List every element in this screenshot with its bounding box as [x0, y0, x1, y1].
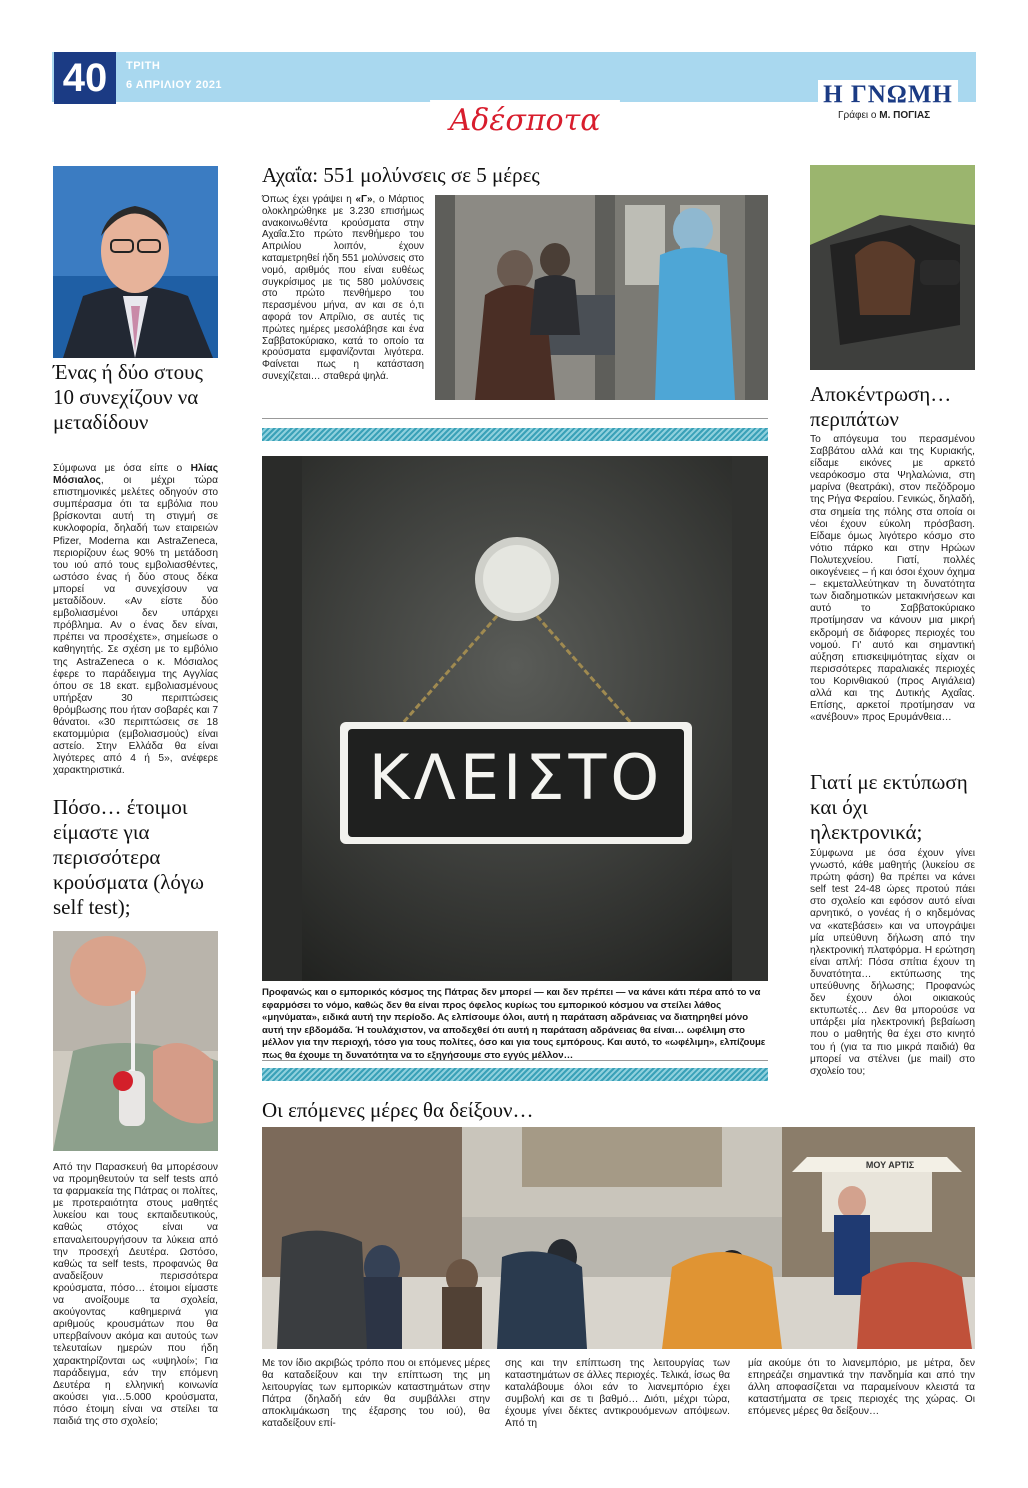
left-story1-title: Ένας ή δύο στους 10 συνεχίζουν να μεταδίδουν [53, 360, 203, 434]
center-story-body: Όπως έχει γράψει η «Γ», ο Μάρτιος ολοκληρώθηκε με 3.230 επισήμως ανακοινωθέντα κρούσματα στην Αχαΐα.Στο πρώτο πενθήμερο του Απριλίου λοιπόν, έχουν καταμετρηθεί ήδη 551 μολύνσεις στο νομό, αριθμός που είναι ευθέως συγκρίσιμος με τις 580 μολύνσεις στο πρώτο πενθήμερο του περασμένου μήνα, αν και σε ό,τι αφορά τον Απρίλιο, σε αυτές τις πρώτες ημέρες μεσολάβησε και ένα Σαββατοκύριακο, κατά το οποίο τα κρούσματα εμφανίζονται λιγότερα. Φαίνεται πως η κατάσταση συνεχίζεται… σταθερά ψηλά. [262, 194, 425, 382]
person-name: Ηλίας Μόσιαλος [53, 463, 218, 487]
closed-sign-photo [262, 456, 768, 981]
stripe-band [262, 1068, 768, 1081]
author-name: Μ. ΠΟΓΙΑΣ [879, 110, 931, 121]
issue-day: ΤΡΙΤΗ [126, 60, 161, 72]
portrait-image [53, 166, 218, 358]
testing-site-image [435, 195, 768, 400]
right-story2-title: Γιατί με εκτύπωση και όχι ηλεκτρονικά; [810, 770, 968, 844]
newspaper-logo [818, 80, 958, 110]
bottom-col2: σης και την επίπτωση της λειτουργίας των καταστημάτων σε άλλες περιοχές. Τελικά, ίσως θα καταλάβουμε όλοι εάν το λιανεμπόριο έχει συμβολή και σε τι βαθμό… Διότι, μέχρι τώρα, έχουμε γίνει δέκτες αντικρουόμενων απόψεων. Από τη [505, 1358, 730, 1430]
logo-text: Η ΓΝΩΜΗ [823, 81, 953, 108]
left-story1-body: Σύμφωνα με όσα είπε ο Ηλίας Μόσιαλος, οι μέχρι τώρα επιστημονικές μελέτες οδηγούν στο συμπέρασμα ότι τα εμβόλια που βρίσκονται αυτή τη στιγμή σε κυκλοφορία, δηλαδή των εταιρειών Pfizer, Moderna και AstraZeneca, περιορίζουν έως 90% τη μετάδοση του ιού από τους εμβολιασθέντες, ωστόσο ένας ή δύο στους δέκα μπορεί να συνεχίσουν να μεταδίδουν. «Αν είστε δύο εμβολιασμένοι δεν υπάρχει πρόβλημα. Αν ο ένας δεν είναι, πρέπει να προσέχετε», σημείωσε ο καθηγητής. Σε σχέση με το εμβόλιο της AstraZeneca ο κ. Μόσιαλος έφερε το παράδειγμα της Αγγλίας όπου σε 18 εκατ. εμβολιασμένους υπήρξαν 30 περιπτώσεις θρόμβωσης που ήταν σοβαρές και 7 θάνατοι. «30 περιπτώσεις σε 18 εκατομμύρια (εμβολιασμούς) είναι αστείο. Στην Ελλάδα θα είναι λιγότερες από 4 ή 5», ανέφερε χαρακτηριστικά. [53, 463, 218, 777]
bottom-col3: μία ακούμε ότι το λιανεμπόριο, με μέτρα, δεν επηρεάζει σημαντικά την πανδημία και από την άλλη αποφασίζεται να παραμείνουν κλειστά τα καταστήματα σε τρεις περιοχές της χώρας. Οι επόμενες μέρες θα δείξουν… [748, 1358, 975, 1418]
closed-sign-image [262, 456, 768, 981]
photo-caption: Προφανώς και ο εμπορικός κόσμος της Πάτρας δεν μπορεί — και δεν πρέπει — να κάνει κάτι πέρα από το να εφαρμόσει το νόμο, καθώς δεν θα είναι προς όφελος κυρίως του εμπορικού κόσμου να στείλει λάθος «μηνύματα», ειδικά αυτή την περίοδο. Ας ελπίσουμε όλοι, αυτή η παράταση αδράνειας να διατηρηθεί μόνο αυτή την εβδομάδα. Ή τουλάχιστον, να αποδεχθεί ότι αυτή η παράταση αδράνειας θα είναι… ωφέλιμη στο μέλλον για την περιοχή, τόσο για τους πολίτες, όσο και για τους εμπόρους. Και αυτό, το «ωφέλιμη», ελπίζουμε πως θα έχουμε τη δυνατότητα να το εξηγήσουμε στο εγγύς μέλλον… [262, 987, 766, 1061]
section-title: Αδέσποτα [430, 100, 620, 144]
car-driver-photo [810, 165, 975, 370]
center-story-title: Αχαΐα: 551 μολύνσεις σε 5 μέρες [262, 163, 540, 187]
car-driver-image [810, 165, 975, 370]
self-test-image [53, 931, 218, 1151]
right-story1-title: Αποκέντρωση… περιπάτων [810, 382, 952, 431]
divider [262, 1060, 768, 1061]
bottom-col1: Με τον ίδιο ακριβώς τρόπο που οι επόμενες μέρες θα καταδείξουν και την επίπτωση της μη λειτουργίας των εμπορικών καταστημάτων στην Πάτρα (δηλαδή εάν θα συμβάλλει στην αποκλιμάκωση της έξαρσης του ιού), θα καταδείξουν επί- [262, 1358, 490, 1430]
stripe-band [262, 428, 768, 441]
left-story2-body: Από την Παρασκευή θα μπορέσουν να προμηθευτούν τα self tests από τα φαρμακεία της Πάτρας οι πολίτες, με προτεραιότητα στους μαθητές λυκείου και τους εκπαιδευτικούς, καθώς στόχος είναι να επαναλειτουργήσουν τα λύκεια από την προσεχή Δευτέρα. Ωστόσο, καθώς τα self tests, προφανώς θα αναδείξουν περισσότερα κρούσματα, πόσο… έτοιμοι είμαστε να ανοίξουμε τα σχολεία, ακούγοντας καθημερινά για αριθμούς κρουσμάτων που θα υπερβαίνουν ακόμα και αυτούς των τελευταίων ημερών που ήδη χαρακτηρίζονται ως «υψηλοί»; Για παράδειγμα, εάν την επόμενη Δευτέρα η ελληνική κοινωνία ακούσει για…5.000 κρούσματα, πόσο έτοιμη είναι να στείλει τα παιδιά της στο σχολείο; [53, 1162, 218, 1427]
self-test-photo [53, 931, 218, 1151]
left-story2-title: Πόσο… έτοιμοι είμαστε για περισσότερα κρούσματα (λόγω self test); [53, 795, 205, 919]
author-byline: Γράφει ο Μ. ΠΟΓΙΑΣ [838, 110, 931, 121]
right-story2-body: Σύμφωνα με όσα έχουν γίνει γνωστό, κάθε μαθητής (λυκείου σε πρώτη φάση) θα πρέπει να κάνει self test 24-48 ώρες προτού πάει στο σχολείο και εφόσον αυτό είναι αρνητικό, ο γονέας ή ο κηδεμόνας να «κατεβάσει» και να υπογράψει μία υπεύθυνη δήλωση από την ηλεκτρονική πλατφόρμα. Η ερώτηση είναι απλή: Πόσα σπίτια έχουν τη δυνατότητα… εκτύπωσης της υπεύθυνης δήλωσης; Προφανώς δεν έχουν όλοι οικιακούς εκτυπωτές… Δεν θα μπορούσε να υπάρξει μία ηλεκτρονική βεβαίωση που ο μαθητής θα έχει στο κινητό του ή (για τα πιο μικρά παιδιά) θα μπορεί να στέλνει (με mail) στο σχολείο του; [810, 848, 975, 1077]
store-awning-sign: ΜΟΥ ΑΡΤΙΣ [865, 1160, 915, 1170]
page-number: 40 [54, 52, 116, 104]
closed-sign-text: ΚΛΕΙΣΤΟ [368, 741, 664, 814]
bottom-story-title: Οι επόμενες μέρες θα δείξουν… [262, 1098, 534, 1122]
testing-site-photo [435, 195, 768, 400]
divider [262, 418, 768, 419]
issue-date: 6 ΑΠΡΙΛΙΟΥ 2021 [126, 79, 223, 91]
portrait-photo [53, 166, 218, 358]
right-story1-body: Το απόγευμα του περασμένου Σαββάτου αλλά και της Κυριακής, είδαμε εικόνες με αρκετό νεαρόκοσμο στα Ψηλαλώνια, στη μαρίνα (θεατράκι), στον πεζόδρομο της Ρήγα Φεραίου. Γενικώς, δηλαδή, στα σημεία της πόλης στα οποία οι νέοι έχουν εύκολη πρόσβαση. Είδαμε όμως λιγότερο κόσμο στο νότιο πάρκο και στην Ηρώων Πολυτεχνείου. Γιατί, πολλές οικογένειες – ή και όσοι έχουν όχημα – εκμεταλλεύτηκαν τη δυνατότητα των διαδημοτικών μετακινήσεων και αυτό το Σαββατοκύριακο προτίμησαν να κάνουν μια μικρή εκδρομή σε διάφορες περιοχές του νομού. Γι' αυτό και σημαντική αύξηση επισκεψιμότητας είχαν οι περισσότερες παραλιακές περιοχές του Κορινθιακού (προς Αιγιάλεια) αλλά και της Δυτικής Αχαΐας. Επίσης, αρκετοί προτίμησαν να «ανέβουν» προς Ερυμάνθεια… [810, 434, 975, 724]
